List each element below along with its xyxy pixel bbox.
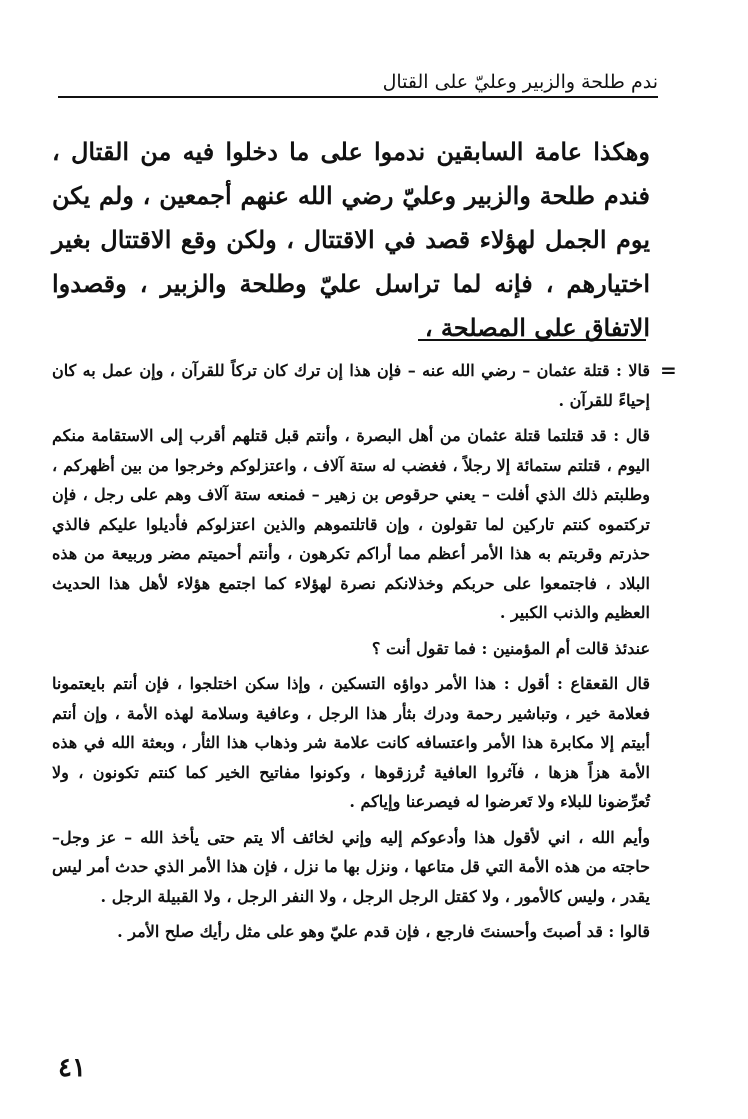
page-number: ٤١: [58, 1053, 86, 1083]
footnote-paragraph: وأيم الله ، اني لأقول هذا وأدعوكم إليه وإني لخائف ألا يتم حتى يأخذ الله – عز وجل– حاجته من هذه الأمة التي قل متاعها ، ونزل بها ما نزل ، فإن هذا الأمر الذي حدث أمر ليس يقدر ، وليس كالأمور ، ولا كقتل الرجل الرجل ، ولا النفر الرجل ، ولا القبيلة الرجل .: [52, 827, 650, 906]
footnote-paragraph: قالا : قتلة عثمان – رضي الله عنه – فإن هذا إن ترك كان تركاً للقرآن ، وإن عمل به كان إحياءً للقرآن .: [52, 361, 650, 410]
main-text: [52, 130, 650, 350]
running-header: [58, 56, 658, 98]
footnote-paragraph: قال القعقاع : أقول : هذا الأمر دواؤه التسكين ، وإذا سكن اختلجوا ، فإن أنتم بايعتمونا فعلامة خير ، وتباشير رحمة ودرك بثأر هذا الرجل ، وعافية وسلامة لهذه الأمة ، وإن أنتم أبيتم إلا مكابرة هذا الأمر واعتسافه كانت علامة شر وذهاب هذا الثأر ، وبعثة الله في هذه الأمة هزاً هزها ، فآثروا العافية تُرزقوها ، وكونوا مفاتيح الخير كما كنتم تكونون ، ولا تُعرِّضونا للبلاء ولا تَعرضوا له فيصرعنا وإياكم .: [52, 674, 650, 811]
footnote-paragraph: قالوا : قد أصبتَ وأحسنتَ فارجع ، فإن قدم عليّ وهو على مثل رأيك صلح الأمر .: [117, 922, 650, 941]
footnotes: [52, 356, 650, 953]
running-title: ندم طلحة والزبير وعليّ على القتال: [382, 71, 658, 93]
footnote-paragraph: قال : قد قتلتما قتلة عثمان من أهل البصرة ، وأنتم قبل قتلهم أقرب إلى الاستقامة منكم اليوم ، قتلتم ستمائة إلا رجلاً ، فغضب له ستة آلاف ، واعتزلوكم وخرجوا من بين أظهركم ، وطلبتم ذلك الذي أفلت – يعني حرقوص بن زهير – فمنعه ستة آلاف وهم على رجل ، فإن تركتموه كنتم تاركين لما تقولون ، وإن قاتلتموهم والذين اعتزلوكم فأديلوا عليكم فالذي حذرتم وقربتم به هذا الأمر أعظم مما أراكم تكرهون ، وأنتم أحميتم مضر وربيعة من هذه البلاد ، فاجتمعوا على حربكم وخذلانكم نصرة لهؤلاء كما اجتمع هؤلاء لأهل هذا الحديث العظيم والذنب الكبير .: [52, 426, 650, 622]
footnote-continuation-mark: =: [660, 358, 677, 382]
footnote-paragraph: عندئذ قالت أم المؤمنين : فما تقول أنت ؟: [371, 638, 650, 658]
main-paragraph: وهكذا عامة السابقين ندموا على ما دخلوا فيه من القتال ، فندم طلحة والزبير وعليّ رضي الله عنهم أجمعين ، ولم يكن يوم الجمل لهؤلاء قصد في الاقتتال ، ولكن وقع الاقتتال بغير اختيارهم ، فإنه لما تراسل عليّ وطلحة والزبير ، وقصدوا الاتفاق على المصلحة ،: [52, 137, 651, 342]
footnote-separator: [418, 339, 646, 341]
